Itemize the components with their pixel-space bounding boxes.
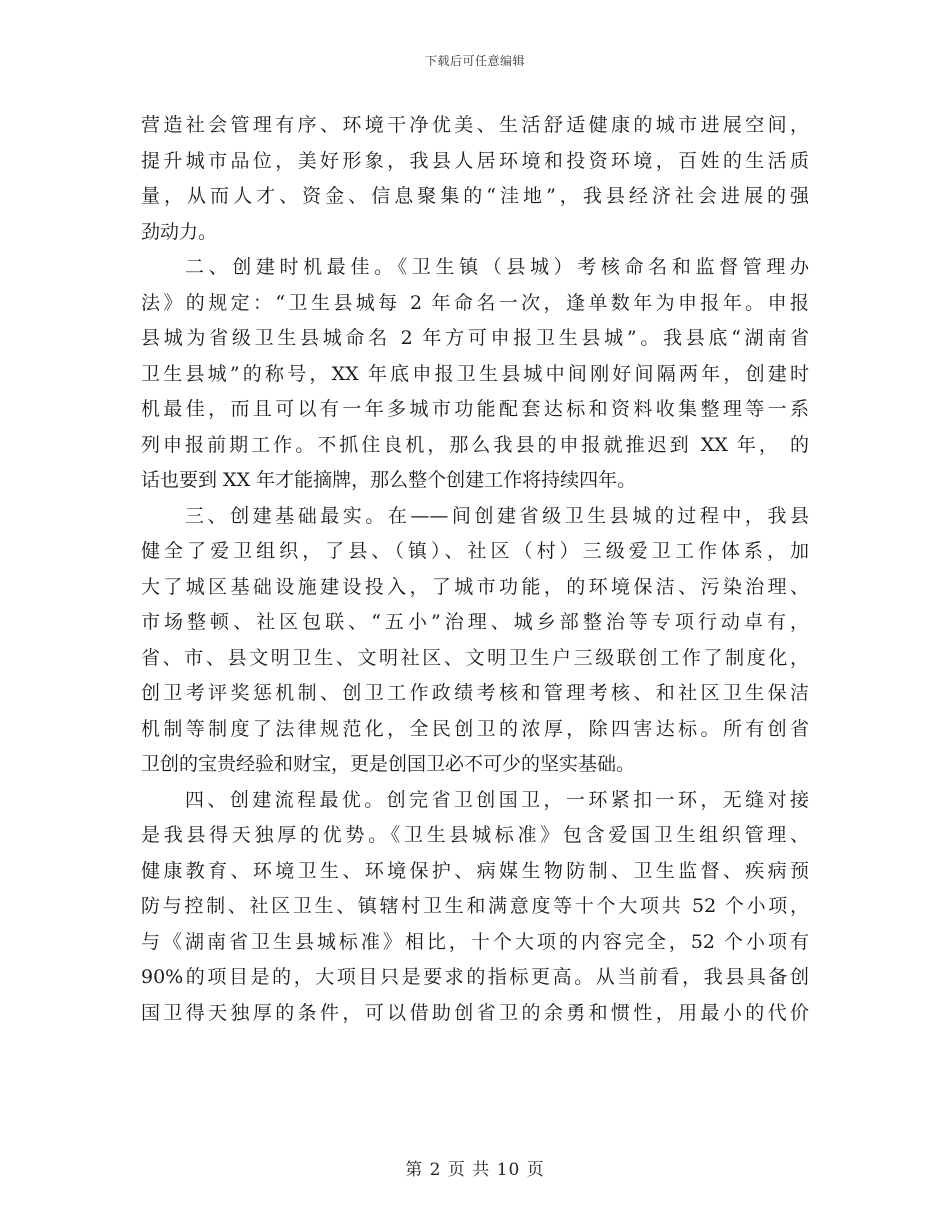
text-line: 机最佳，而且可以有一年多城市功能配套达标和资料收集整理等一系 <box>141 398 809 420</box>
text-line: 健康教育、环境卫生、环境保护、病媒生物防制、卫生监督、疾病预 <box>141 859 809 882</box>
text-line: 卫创的宝贵经验和财宝，更是创国卫必不可少的坚实基础。 <box>141 753 636 775</box>
text-line: 量，从而人才、资金、信息聚集的“洼地”，我县经济社会进展的强 <box>141 185 809 207</box>
text-line: 列申报前期工作。不抓住良机，那么我县的申报就推迟到 XX 年， 的 <box>141 433 809 456</box>
text-line: 二、创建时机最佳。《卫生镇（县城）考核命名和监督管理办 <box>185 256 809 278</box>
page-header: 下载后可任意编辑 <box>424 54 525 68</box>
paragraph <box>141 783 809 1032</box>
text-line: 健全了爱卫组织，了县、（镇）、社区（村）三级爱卫工作体系，加 <box>141 540 809 562</box>
paragraph <box>141 250 809 499</box>
text-line: 大了城区基础设施建设投入，了城市功能，的环境保洁、污染治理、 <box>141 575 809 598</box>
text-line: 国卫得天独厚的条件，可以借助创省卫的余勇和惯性，用最小的代价 <box>141 1001 809 1024</box>
document-body <box>141 108 809 1031</box>
text-line: 法》的规定：“卫生县城每 2 年命名一次，逢单数年为申报年。申报 <box>141 291 809 314</box>
text-line: 机制等制度了法律规范化，全民创卫的浓厚，除四害达标。所有创省 <box>141 717 809 740</box>
page-number: 第 2 页 共 10 页 <box>405 1160 545 1180</box>
paragraph <box>141 499 809 783</box>
text-line: 卫生县城”的称号，XX 年底申报卫生县城中间刚好间隔两年，创建时 <box>141 362 809 385</box>
text-line: 是我县得天独厚的优势。《卫生县城标准》包含爱国卫生组织管理、 <box>141 824 809 846</box>
text-line: 90%的项目是的，大项目只是要求的指标更高。从当前看，我县具备创 <box>141 966 809 988</box>
text-line: 劲动力。 <box>141 220 218 243</box>
text-line: 营造社会管理有序、环境干净优美、生活舒适健康的城市进展空间， <box>141 114 809 136</box>
text-line: 三、创建基础最实。在——间创建省级卫生县城的过程中，我县 <box>185 504 809 527</box>
text-line: 省、市、县文明卫生、文明社区、文明卫生户三级联创工作了制度化， <box>141 646 809 669</box>
paragraph <box>141 108 809 250</box>
text-line: 创卫考评奖惩机制、创卫工作政绩考核和管理考核、和社区卫生保洁 <box>141 682 809 704</box>
text-line: 防与控制、社区卫生、镇辖村卫生和满意度等十个大项共 52 个小项， <box>141 895 809 917</box>
text-line: 市场整顿、社区包联、“五小”治理、城乡部整治等专项行动卓有， <box>141 611 809 633</box>
text-line: 四、创建流程最优。创完省卫创国卫，一环紧扣一环，无缝对接 <box>185 788 809 811</box>
text-line: 与《湖南省卫生县城标准》相比，十个大项的内容完全，52 个小项有 <box>141 930 809 953</box>
text-line: 话也要到 XX 年才能摘牌，那么整个创建工作将持续四年。 <box>141 469 637 491</box>
text-line: 县城为省级卫生县城命名 2 年方可申报卫生县城”。我县底“湖南省 <box>141 327 809 349</box>
text-line: 提升城市品位，美好形象，我县人居环境和投资环境，百姓的生活质 <box>141 149 809 172</box>
